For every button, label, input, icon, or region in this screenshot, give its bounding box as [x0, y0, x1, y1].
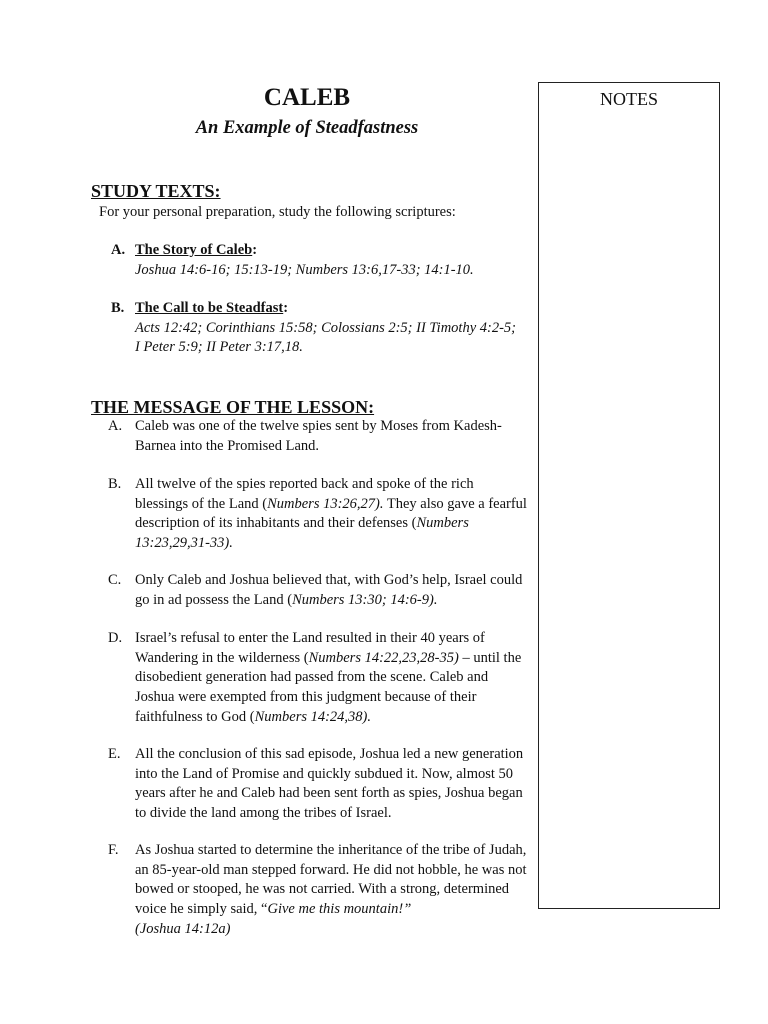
message-item-letter: B.: [108, 476, 122, 492]
scripture-reference: Numbers 14:22,23,28-35): [308, 649, 459, 666]
message-item-letter: A.: [108, 418, 123, 434]
message-item-letter: F.: [108, 842, 119, 858]
message-item: [108, 745, 528, 824]
study-texts-intro: For your personal preparation, study the following scriptures:: [99, 204, 456, 220]
study-item-title-suffix: :: [283, 300, 289, 316]
notes-label: NOTES: [600, 89, 658, 109]
message-item: [108, 475, 528, 554]
scripture-reference: Numbers 13:26,27).: [267, 495, 384, 512]
study-item-refs: Acts 12:42; Corinthians 15:58; Colossians 2:5; II Timothy 4:2-5;: [135, 319, 517, 336]
study-item: [111, 241, 536, 280]
study-item-title: The Call to be Steadfast: [135, 300, 284, 316]
study-item-letter: B.: [111, 300, 125, 316]
message-item: [108, 841, 528, 940]
scripture-reference: Numbers 13:23,29,31-33).: [135, 515, 469, 552]
study-item-refs: Joshua 14:6-16; 15:13-19; Numbers 13:6,17-33; 14:1-10.: [135, 261, 474, 278]
message-item-text: [135, 571, 528, 610]
study-item-title-line: [135, 241, 536, 261]
message-text-segment: – until the disobedient generation had passed from the scene. Caleb and Joshua were exempted from this judgment because of their faithfulness to God (: [135, 649, 522, 725]
message-item-letter: C.: [108, 572, 122, 588]
message-text-segment: Israel’s refusal to enter the Land resulted in their 40 years of Wandering in the wilderness (: [135, 630, 485, 666]
message-item: [108, 629, 528, 728]
message-item: [108, 417, 528, 456]
scripture-quote: Give me this mountain!”: [267, 901, 412, 918]
message-text-segment: As Joshua started to determine the inheritance of the tribe of Judah, an 85-year-old man stepped forward. He did not hobble, he was not bowed or stooped, he was not carried. With a strong, determined voice he simply said, “: [135, 842, 527, 918]
message-item: [108, 571, 528, 610]
study-item-title: The Story of Caleb: [135, 242, 253, 258]
scripture-reference: (Joshua 14:12a): [135, 920, 231, 937]
study-item-refs-continued: I Peter 5:9; II Peter 3:17,18.: [135, 339, 303, 355]
message-item-text: [135, 475, 528, 554]
message-heading: THE MESSAGE OF THE LESSON:: [91, 397, 375, 417]
message-item-text: All the conclusion of this sad episode, Joshua led a new generation into the Land of Promise and quickly subdued it. Now, almost 50 years after he and Caleb had been sent forth as spies, Joshua began to divide the land among the tribes of Israel.: [135, 746, 524, 822]
document-title: CALEB: [263, 84, 351, 111]
message-item-letter: D.: [108, 630, 123, 646]
study-texts-heading: STUDY TEXTS:: [91, 181, 221, 201]
study-item: [111, 299, 536, 358]
message-item-letter: E.: [108, 746, 121, 762]
message-text-segment: Only Caleb and Joshua believed that, with God’s help, Israel could go in ad possess the Land (: [135, 572, 523, 608]
message-item-text: [135, 841, 528, 940]
notes-box: [538, 82, 720, 909]
study-item-title-line: [135, 299, 536, 319]
study-item-letter: A.: [111, 242, 126, 258]
study-item-title-suffix: :: [252, 242, 258, 258]
scripture-reference: Numbers 13:30; 14:6-9).: [292, 591, 438, 608]
message-text-segment: All twelve of the spies reported back and spoke of the rich blessings of the Land (: [135, 476, 474, 512]
scripture-reference: Numbers 14:24,38).: [254, 708, 372, 725]
message-text-segment: They also gave a fearful description of its inhabitants and their defenses (: [135, 495, 527, 532]
document-subtitle: An Example of Steadfastness: [195, 118, 419, 138]
message-item-text: [135, 629, 528, 728]
message-item-text: Caleb was one of the twelve spies sent by Moses from Kadesh-Barnea into the Promised Land.: [135, 418, 502, 454]
